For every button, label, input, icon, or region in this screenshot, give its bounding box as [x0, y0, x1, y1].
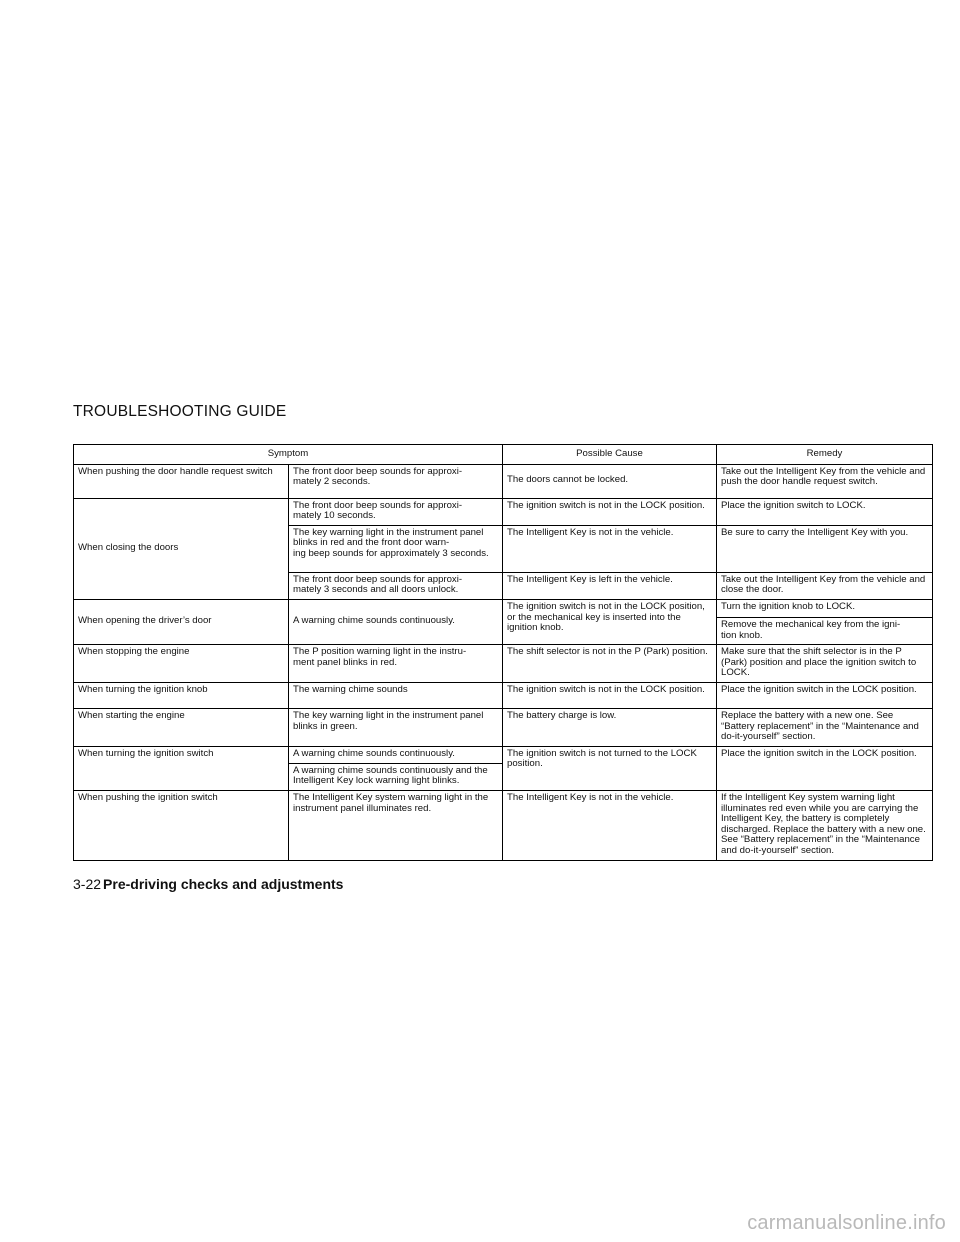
troubleshooting-table [73, 444, 933, 861]
table-header-row [74, 445, 933, 465]
condition-cell: When opening the driver’s door [74, 599, 289, 644]
cause-cell: The Intelligent Key is not in the vehicle. [503, 525, 717, 572]
condition-cell: When stopping the engine [74, 645, 289, 683]
cause-cell: The doors cannot be locked. [503, 464, 717, 498]
table-row [74, 645, 933, 683]
table-row [74, 746, 933, 763]
remedy-cell: Place the ignition switch to LOCK. [717, 498, 933, 525]
page-number: 3-22 [73, 876, 102, 892]
table-row [74, 599, 933, 617]
condition-cell: When closing the doors [74, 498, 289, 599]
header-remedy: Remedy [717, 445, 933, 465]
table-row [74, 682, 933, 708]
remedy-cell: Replace the battery with a new one. See “Battery replacement” in the “Maintenance and do-it-yourself” section. [717, 708, 933, 746]
header-possible-cause: Possible Cause [503, 445, 717, 465]
table-row [74, 708, 933, 746]
cause-cell: The ignition switch is not in the LOCK position, or the mechanical key is inserted into the ignition knob. [503, 599, 717, 644]
symptom-cell: The front door beep sounds for approxi- mately 2 seconds. [289, 464, 503, 498]
cause-cell: The ignition switch is not turned to the LOCK position. [503, 746, 717, 790]
remedy-cell: Take out the Intelligent Key from the vehicle and close the door. [717, 572, 933, 599]
condition-cell: When pushing the ignition switch [74, 790, 289, 860]
remedy-cell: Remove the mechanical key from the igni- tion knob. [717, 617, 933, 644]
condition-cell: When turning the ignition knob [74, 682, 289, 708]
page-title: TROUBLESHOOTING GUIDE [73, 403, 287, 420]
table-row [74, 498, 933, 525]
cause-cell: The Intelligent Key is not in the vehicle. [503, 790, 717, 860]
page-footer [73, 876, 343, 892]
cause-cell: The ignition switch is not in the LOCK position. [503, 498, 717, 525]
symptom-cell: The key warning light in the instrument panel blinks in red and the front door warn- ing beep sounds for approximately 3 seconds. [289, 525, 503, 572]
header-symptom: Symptom [74, 445, 503, 465]
cause-cell: The ignition switch is not in the LOCK position. [503, 682, 717, 708]
remedy-cell: Place the ignition switch in the LOCK position. [717, 746, 933, 790]
remedy-cell: Place the ignition switch in the LOCK position. [717, 682, 933, 708]
watermark: carmanualsonline.info [747, 1212, 946, 1234]
table-row [74, 790, 933, 860]
section-title: Pre-driving checks and adjustments [103, 876, 344, 892]
symptom-cell: A warning chime sounds continuously. [289, 599, 503, 644]
remedy-cell: Be sure to carry the Intelligent Key with you. [717, 525, 933, 572]
remedy-cell: Take out the Intelligent Key from the vehicle and push the door handle request switch. [717, 464, 933, 498]
cause-cell: The Intelligent Key is left in the vehicle. [503, 572, 717, 599]
remedy-cell: If the Intelligent Key system warning light illuminates red even while you are carrying the Intelligent Key, the battery is completely discharged. Replace the battery with a new one. See “Battery replacement” in the “Maintenance and do-it-yourself” section. [717, 790, 933, 860]
symptom-cell: The front door beep sounds for approxi- mately 3 seconds and all doors unlock. [289, 572, 503, 599]
symptom-cell: The Intelligent Key system warning light in the instrument panel illuminates red. [289, 790, 503, 860]
remedy-cell: Turn the ignition knob to LOCK. [717, 599, 933, 617]
symptom-cell: The P position warning light in the instru- ment panel blinks in red. [289, 645, 503, 683]
remedy-cell: Make sure that the shift selector is in the P (Park) position and place the ignition switch to LOCK. [717, 645, 933, 683]
cause-cell: The battery charge is low. [503, 708, 717, 746]
table-row [74, 464, 933, 498]
symptom-cell: A warning chime sounds continuously and the Intelligent Key lock warning light blinks. [289, 763, 503, 790]
condition-cell: When pushing the door handle request switch [74, 464, 289, 498]
cause-cell: The shift selector is not in the P (Park) position. [503, 645, 717, 683]
symptom-cell: A warning chime sounds continuously. [289, 746, 503, 763]
condition-cell: When starting the engine [74, 708, 289, 746]
symptom-cell: The warning chime sounds [289, 682, 503, 708]
symptom-cell: The key warning light in the instrument panel blinks in green. [289, 708, 503, 746]
condition-cell: When turning the ignition switch [74, 746, 289, 790]
symptom-cell: The front door beep sounds for approxi- mately 10 seconds. [289, 498, 503, 525]
